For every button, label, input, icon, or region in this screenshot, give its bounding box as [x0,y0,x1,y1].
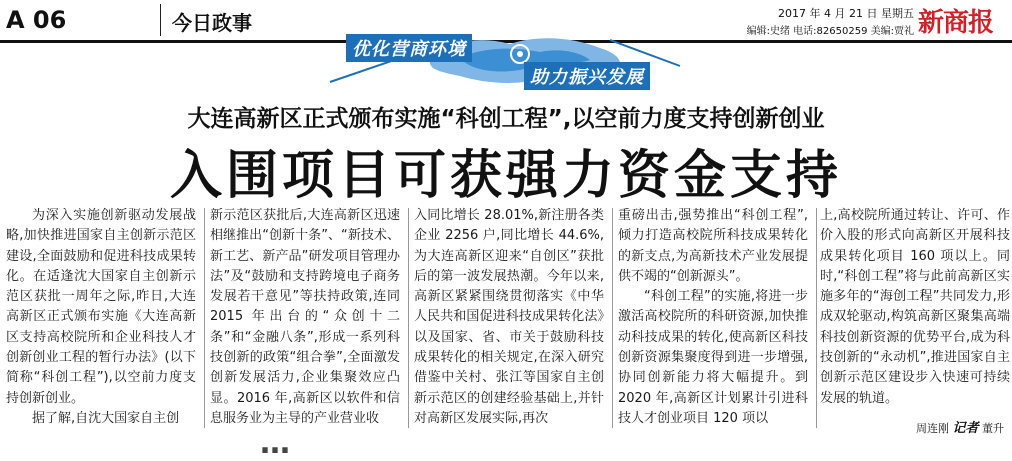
article-body [6,206,1010,438]
campaign-banner [310,30,700,90]
article-column-4 [618,206,808,429]
byline-tag: 记者 [952,421,979,436]
page-number: A 06 [6,6,67,34]
paragraph: 入同比增长 28.01%,新注册各类企业 2256 户,同比增长 44.6%,为大连高新区迎来“自创区”获批后的第一波发展热潮。今年以来,高新区紧紧围绕贯彻落实《中华人民共和国促进科技成果转化法》以及国家、省、市关于鼓励科技成果转化的相关规定,在深入研究借鉴中关村、张江等国家自主创新示范区的创建经验基础上,并针对高新区发展实际,再次 [414,208,604,426]
banner-slogan-1: 优化营商环境 [346,34,472,62]
article-headline: 入围项目可获强力资金支持 [169,146,842,206]
article-subheadline: 大连高新区正式颁布实施“科创工程”,以空前力度支持创新创业 [187,106,825,132]
paragraph: 据了解,自沈大国家自主创 [32,410,180,426]
paragraph: “科创工程”的实施,将进一步激活高校院所的科研资源,加快推动科技成果的转化,使高新区科技创新资源集聚度得到进一步增强,协同创新能力将大幅提升。到 2020 年,高新区计划累计引进科技人才创业项目 120 项以 [618,289,808,426]
next-headline-text: … [260,426,300,461]
article-column-1 [6,206,196,429]
byline-name: 周连刚 [915,422,949,435]
column-divider [204,208,205,428]
article-column-3 [414,206,604,429]
paragraph: 新示范区获批后,大连高新区迅速相继推出“创新十条”、“新技术、新工艺、新产品”研发项目管理办法”及“鼓励和支持跨境电子商务发展若干意见”等扶持政策,连同 2015 年出台的“众创十二条”和“金融八条”,形成一系列科技创新的政策“组合拳”,全面激发创新发展活力,企业集聚效应凸显。2016 年,高新区以软件和信息服务业为主导的产业营业收 [210,208,400,426]
issue-date: 2017 年 4 月 21 日 星期五 [778,7,914,20]
column-divider [816,208,817,428]
masthead-divider [160,4,161,36]
paragraph: 为深入实施创新驱动发展战略,加快推进国家自主创新示范区建设,全面鼓励和促进科技成果转化。在适逢沈大国家自主创新示范区获批一周年之际,昨日,大连高新区正式颁布实施《大连高新区支持高校院所和企业科技人才创新创业工程的暂行办法》(以下简称“科创工程”),以空前力度支持创新创业。 [6,208,196,406]
column-divider [612,208,613,428]
section-title: 今日政事 [172,11,252,35]
article-byline [916,417,1004,436]
article-column-5 [820,206,1010,409]
article-column-2 [210,206,400,429]
next-article-headline-cropped [260,426,730,461]
newspaper-logo: 新商报 [918,8,994,38]
paragraph: 重磅出击,强势推出“科创工程”,倾力打造高校院所科技成果转化的新支点,为高新技术产业发展提供不竭的“创新源头”。 [618,208,808,284]
paragraph: 上,高校院所通过转让、许可、作价入股的形式向高新区开展科技成果转化项目 160 项以上。同时,“科创工程”将与此前高新区实施多年的“海创工程”共同发力,形成双轮驱动,构筑高新区聚集高端科技创新资源的优势平台,成为科技创新的“永动机”,推进国家自主创新示范区建设步入快速可持续发展的轨道。 [820,208,1010,406]
column-divider [408,208,409,428]
staff-credits: 编辑:史绪 电话:82650259 美编:贾礼 [746,26,914,37]
byline-reporter: 董升 [982,422,1004,435]
banner-slogan-2: 助力振兴发展 [524,62,650,90]
